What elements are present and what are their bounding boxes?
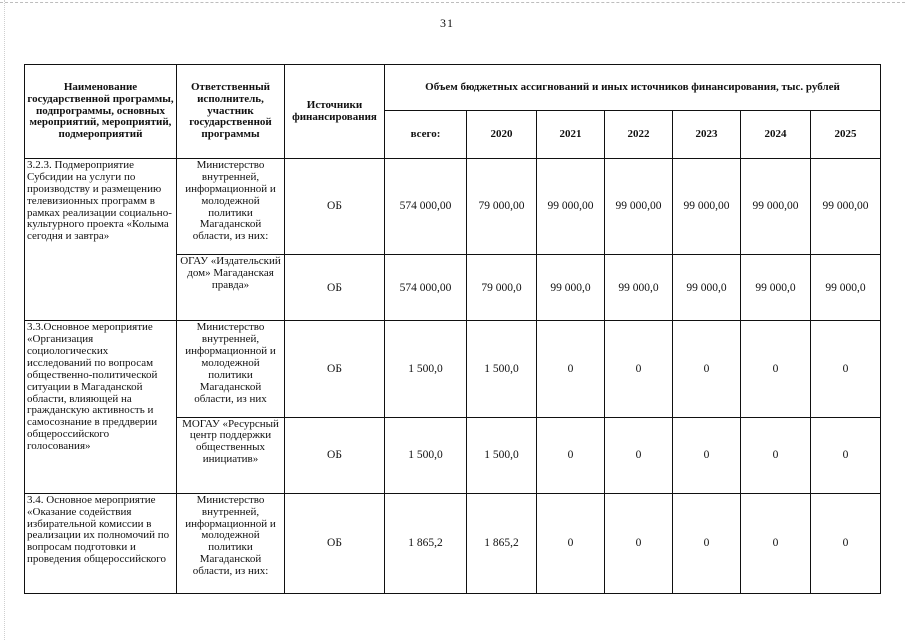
scan-edge-left [4,0,5,640]
year-value-cell: 0 [605,493,673,593]
year-value-cell: 0 [537,417,605,493]
header-year: 2021 [537,111,605,159]
year-value-cell: 99 000,0 [673,255,741,321]
header-name: Наименование государственной программы, подпрограммы, основных мероприятий, мероприятий, подмероприятий [25,65,177,159]
page-number: 31 [440,16,454,30]
table-row [25,159,881,255]
year-value-cell: 0 [741,321,811,417]
year-value-cell: 99 000,0 [741,255,811,321]
executor-cell: ОГАУ «Издательский дом» Магаданская правда» [177,255,285,321]
source-cell: ОБ [285,255,385,321]
year-value-cell: 99 000,00 [605,159,673,255]
year-value-cell: 1 500,0 [467,321,537,417]
year-value-cell: 0 [537,321,605,417]
year-value-cell: 99 000,0 [605,255,673,321]
total-cell: 1 865,2 [385,493,467,593]
total-cell: 1 500,0 [385,417,467,493]
year-value-cell: 0 [673,321,741,417]
header-total: всего: [385,111,467,159]
year-value-cell: 0 [673,493,741,593]
year-value-cell: 0 [741,493,811,593]
year-value-cell: 0 [811,493,881,593]
year-value-cell: 0 [537,493,605,593]
year-value-cell: 0 [605,417,673,493]
year-value-cell: 1 500,0 [467,417,537,493]
total-cell: 1 500,0 [385,321,467,417]
header-executor: Ответственный исполнитель, участник государственной программы [177,65,285,159]
year-value-cell: 1 865,2 [467,493,537,593]
year-value-cell: 0 [811,321,881,417]
year-value-cell: 99 000,00 [537,159,605,255]
year-value-cell: 0 [811,417,881,493]
executor-cell: МОГАУ «Ресурсный центр поддержки общественных инициатив» [177,417,285,493]
year-value-cell: 79 000,0 [467,255,537,321]
year-value-cell: 0 [605,321,673,417]
total-cell: 574 000,00 [385,159,467,255]
year-value-cell: 79 000,00 [467,159,537,255]
year-value-cell: 99 000,0 [811,255,881,321]
source-cell: ОБ [285,493,385,593]
source-cell: ОБ [285,417,385,493]
program-name-cell: 3.2.3. Подмероприятие Субсидии на услуги по производству и размещению телевизионных программ в рамках реализации социально-культурного проекта «Колыма сегодня и завтра» [25,159,177,321]
header-year: 2022 [605,111,673,159]
program-name-cell: 3.3.Основное мероприятие «Организация социологических исследований по вопросам общественно-политической ситуации в Магаданской области, влияющей на гражданскую активность и самосознание в преддверии общероссийского голосования» [25,321,177,493]
executor-cell: Министерство внутренней, информационной и молодежной политики Магаданской области, из них: [177,493,285,593]
table-row [25,493,881,593]
year-value-cell: 99 000,00 [811,159,881,255]
year-value-cell: 0 [741,417,811,493]
table-row [25,321,881,417]
executor-cell: Министерство внутренней, информационной и молодежной политики Магаданской области, из них [177,321,285,417]
program-name-cell: 3.4. Основное мероприятие «Оказание содействия избирательной комиссии в реализации их полномочий по вопросам подготовки и проведения общероссийского [25,493,177,593]
header-year: 2024 [741,111,811,159]
header-source: Источники финансирования [285,65,385,159]
total-cell: 574 000,00 [385,255,467,321]
year-value-cell: 99 000,0 [537,255,605,321]
budget-table [24,64,881,594]
header-budget: Объем бюджетных ассигнований и иных источников финансирования, тыс. рублей [385,65,881,111]
year-value-cell: 0 [673,417,741,493]
year-value-cell: 99 000,00 [741,159,811,255]
source-cell: ОБ [285,321,385,417]
year-value-cell: 99 000,00 [673,159,741,255]
header-year: 2020 [467,111,537,159]
header-year: 2023 [673,111,741,159]
scan-edge-top [0,2,905,3]
source-cell: ОБ [285,159,385,255]
header-year: 2025 [811,111,881,159]
executor-cell: Министерство внутренней, информационной и молодежной политики Магаданской области, из них: [177,159,285,255]
